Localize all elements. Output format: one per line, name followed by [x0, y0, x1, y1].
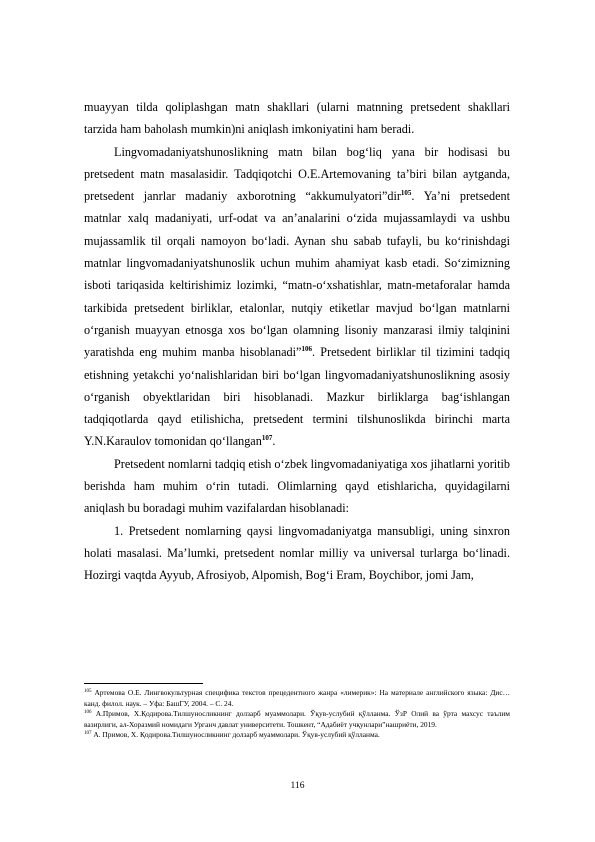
footnote-reference[interactable]: 105	[400, 189, 412, 198]
footnote-text: Артемова О.Е. Лингвокультурная специфика текстов прецедентного жанра «лимерик»: На материале английского языка: Дис… канд. филол. наук. – Уфа: БашГУ, 2004. – С. 24.	[84, 688, 510, 708]
footnote-reference[interactable]: 106	[301, 345, 312, 354]
footnote-number: 106	[84, 710, 92, 716]
footnote	[84, 709, 510, 730]
footnote-number: 107	[84, 731, 92, 737]
paragraph-text: 1. Pretsedent nomlarning qaysi lingvomadaniyatga mansubligi, uning sinxron holati masalasi. Ma’lumki, pretsedent nomlar milliy va universal turlarga bo‘linadi. Hozirgi vaqtda Ayyub, Afrosiyob, Alpomish, Bog‘i Eram, Boychibor, jomi Jam,	[84, 523, 510, 583]
footnote-text: А. Примов, Х. Қодирова.Тилшуносликнинг долзарб муаммолари. Ўқув-услубий қўлланма.	[93, 730, 380, 740]
footnote-reference[interactable]: 107	[261, 434, 273, 443]
paragraph	[84, 453, 510, 520]
paragraph	[84, 141, 510, 453]
footnote-text: А.Примов, Х.Қодирова.Тилшуносликнинг долзарб муаммолари. Ўқув-услубий қўлланма. ЎзР Олий ва ўрта махсус таълим вазирлиги, ал-Хоразмий номидаги Урганч давлат университети. Тошкент, “Адабиёт учқунлари”нашриёти, 2019.	[84, 709, 510, 729]
paragraph	[84, 96, 510, 141]
page-number: 116	[290, 781, 305, 791]
footnote-separator	[84, 683, 203, 684]
paragraph-text: Lingvomadaniyatshunoslikning matn bilan bog‘liq yana bir hodisasi bu pretsedent matn masalasidir. Tadqiqotchi O.E.Artemovaning ta’biri bilan aytganda, pretsedent janrlar madaniy axborotning “akkumulyatori”dir	[84, 144, 510, 204]
footnote	[84, 688, 510, 709]
footnote	[84, 730, 510, 741]
paragraph-text: Pretsedent nomlarni tadqiq etish o‘zbek lingvomadaniyatiga xos jihatlarni yoritib berishda ham muhim o‘rin tutadi. Olimlarning qayd etishlaricha, quyidagilarni aniqlash bu boradagi muhim vazifalardan hisoblanadi:	[84, 456, 511, 516]
footnote-number: 105	[84, 689, 92, 694]
paragraph-text: muayyan tilda qoliplashgan matn shakllari (ularni matnning pretsedent shakllari tarzida ham baholash mumkin)ni aniqlash imkoniyatini ham beradi.	[84, 100, 510, 137]
main-text	[84, 96, 510, 587]
paragraph-text: . Pretsedent birliklar til tizimini tadqiq etishning yetakchi yo‘nalishlaridan biri bo‘lgan lingvomadaniyatshunoslikning asosiy o‘rganish obyektlaridan biri hisoblanadi. Mazkur birliklarga bag‘ishlangan tadqiqotlarda qayd etilishicha, pretsedent termini tilshunoslikda birinchi marta Y.N.Karaulov tomonidan qo‘llangan	[84, 345, 510, 449]
paragraph-text: . Ya’ni pretsedent matnlar xalq madaniyati, urf-odat va an’analarini o‘zida mujassamlaydi va ushbu mujassamlik til orqali namoyon bo‘ladi. Aynan shu sabab tufayli, bu ko‘rinishdagi matnlar lingvomadaniyatshunoslik uchun muhim ahamiyat kasb etadi. So‘zimizning isboti tariqasida keltirishimiz lozimki, “matn-o‘xshatishlar, matn-metaforalar hamda tarkibida pretsedent birliklar, etalonlar, nutqiy etiketlar mavjud bo‘lgan matnlarni o‘rganish muayyan etnosga xos bo‘lgan olamning lisoniy manzarasi ilmiy talqinini yaratishda eng muhim manba hisoblanadi”	[84, 189, 510, 360]
footnotes	[84, 688, 510, 741]
paragraph	[84, 520, 510, 587]
paragraph-text: .	[272, 434, 276, 449]
